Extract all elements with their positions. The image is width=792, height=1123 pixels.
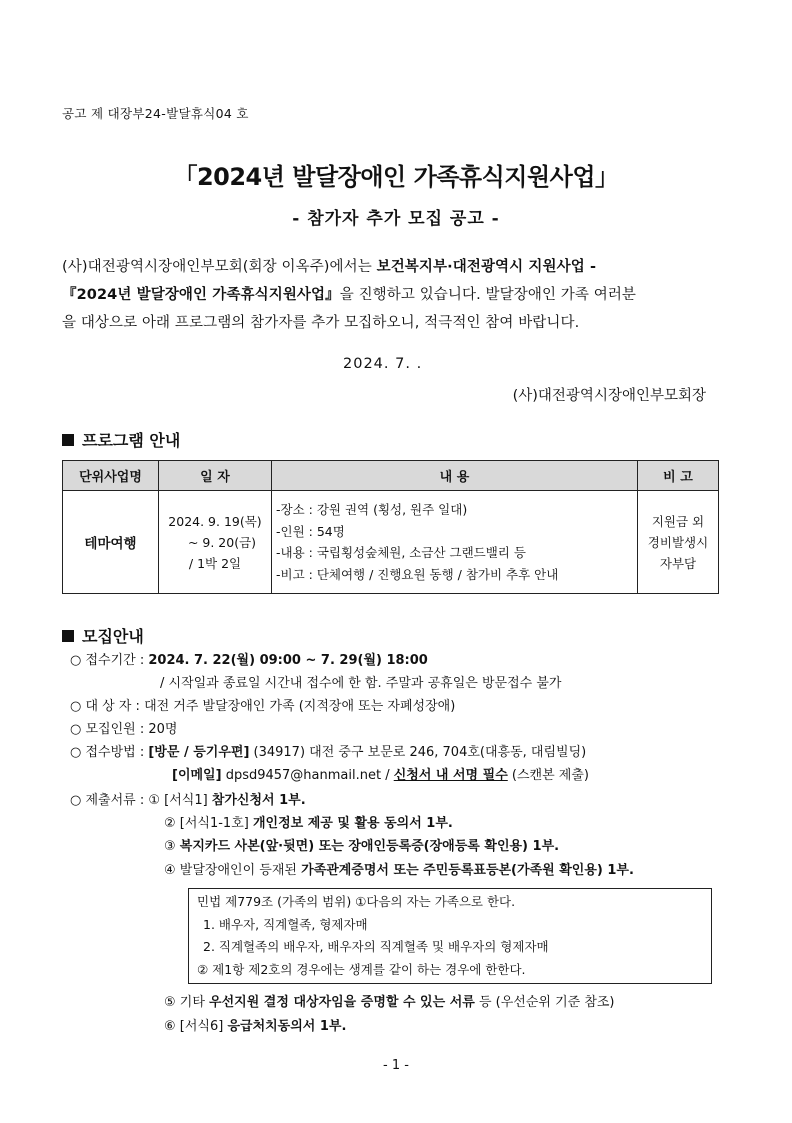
intro-bold: 보건복지부·대전광역시 지원사업 - [376, 259, 597, 275]
doc-prefix: ① [서식1] [148, 793, 212, 808]
civil-law-box [188, 888, 712, 984]
docs-line-2 [164, 813, 453, 835]
header-cell: 내 용 [272, 461, 638, 491]
docs-line-1 [70, 790, 306, 812]
intro-text: 을 대상으로 아래 프로그램의 참가자를 추가 모집하오니, 적극적인 참여 바랍니다. [62, 315, 580, 331]
field-label: ○ 모집인원 : [70, 722, 149, 737]
program-section-heading [62, 428, 180, 451]
program-content [272, 491, 638, 594]
doc-prefix: ④ 발달장애인이 등재된 [164, 863, 302, 878]
period-line [70, 650, 428, 672]
header-cell: 비 고 [638, 461, 719, 491]
field-value-bold: [방문 / 등기우편] [148, 745, 250, 760]
document-title: 「2024년 발달장애인 가족휴식지원사업」 [173, 163, 619, 191]
doc-name: 개인정보 제공 및 활용 동의서 1부. [252, 816, 453, 831]
email-address: dpsd9457@hanmail.net / [221, 768, 394, 783]
civil-law-line: 1. 배우자, 직계혈족, 형제자매 [203, 916, 368, 932]
method-line [70, 742, 586, 764]
intro-paragraph [62, 253, 732, 337]
docs-line-5 [164, 992, 615, 1014]
doc-suffix: 등 (우선순위 기준 참조) [474, 995, 615, 1010]
content-line: -장소 : 강원 권역 (횡성, 원주 일대) [276, 502, 468, 517]
page-number: - 1 - [383, 1058, 409, 1073]
square-bullet-icon [62, 434, 74, 446]
doc-name: 참가신청서 1부. [211, 793, 306, 808]
civil-law-line: 2. 직계혈족의 배우자, 배우자의 직계혈족 및 배우자의 형제자매 [203, 939, 549, 954]
intro-text: (사)대전광역시장애인부모회(회장 이옥주)에서는 [62, 259, 377, 275]
notice-number: 공고 제 대장부24-발달휴식04 호 [62, 106, 249, 121]
field-value: 대전 거주 발달장애인 가족 (지적장애 또는 자폐성장애) [144, 699, 456, 714]
field-value: 20명 [148, 722, 178, 737]
section-title: 모집안내 [82, 627, 144, 646]
table-header-row [63, 461, 719, 491]
recruit-section-heading [62, 624, 144, 647]
note-line: 자부담 [659, 555, 697, 571]
doc-prefix: ⑥ [서식6] [164, 1019, 228, 1034]
period-note: / 시작일과 종료일 시간내 접수에 한 함. 주말과 공휴일은 방문접수 불가 [160, 676, 562, 691]
program-table [62, 460, 719, 594]
organization-name: (사)대전광역시장애인부모회장 [512, 388, 706, 404]
section-title: 프로그램 안내 [82, 431, 181, 450]
doc-name: 복지카드 사본(앞·뒷면) 또는 장애인등록증(장애등록 확인용) 1부. [179, 839, 560, 854]
doc-name: 응급처치동의서 1부. [227, 1019, 347, 1034]
field-value: (스캔본 제출) [507, 768, 589, 783]
doc-name: 우선지원 결정 대상자임을 증명할 수 있는 서류 [209, 995, 475, 1010]
doc-prefix: ⑤ 기타 [164, 995, 210, 1010]
field-label: ○ 대 상 자 : [70, 699, 145, 714]
signature-required: 신청서 내 서명 필수 [393, 768, 508, 783]
program-date [159, 491, 272, 594]
doc-prefix: ③ [164, 839, 180, 854]
square-bullet-icon [62, 630, 74, 642]
docs-line-3 [164, 836, 559, 858]
header-cell: 단위사업명 [63, 461, 159, 491]
civil-law-line: ② 제1항 제2호의 경우에는 생계를 같이 하는 경우에 한한다. [197, 961, 526, 977]
count-line [70, 719, 177, 741]
program-name: 테마여행 [63, 491, 159, 594]
program-note [638, 491, 719, 594]
table-row [63, 491, 719, 594]
date-line: 2024. 9. 19(목) [168, 513, 262, 529]
document-subtitle: - 참가자 추가 모집 공고 - [292, 209, 500, 229]
field-label: ○ 접수방법 : [70, 745, 149, 760]
intro-text: 을 진행하고 있습니다. 발달장애인 가족 여러분 [339, 287, 637, 303]
field-label: ○ 접수기간 : [70, 653, 149, 668]
doc-prefix: ② [서식1-1호] [164, 816, 253, 831]
field-value: 2024. 7. 22(월) 09:00 ~ 7. 29(월) 18:00 [148, 653, 428, 668]
docs-line-6 [164, 1016, 346, 1038]
note-line: 경비발생시 [647, 534, 709, 550]
content-line: -비고 : 단체여행 / 진행요원 동행 / 참가비 추후 안내 [276, 566, 559, 582]
note-line: 지원금 외 [651, 513, 705, 529]
intro-bold: 『2024년 발달장애인 가족휴식지원사업』 [62, 287, 340, 303]
docs-line-4 [164, 860, 634, 882]
field-label: ○ 제출서류 : [70, 793, 149, 808]
header-cell: 일 자 [159, 461, 272, 491]
field-value: (34917) 대전 중구 보문로 246, 704호(대흥동, 대림빌딩) [249, 745, 587, 760]
email-line [172, 765, 589, 787]
doc-name: 가족관계증명서 또는 주민등록표등본(가족원 확인용) 1부. [301, 863, 634, 878]
date-line: / 1박 2일 [188, 555, 242, 571]
target-line [70, 696, 455, 718]
field-value-bold: [이메일] [172, 768, 222, 783]
civil-law-line: 민법 제779조 (가족의 범위) ①다음의 자는 가족으로 한다. [197, 894, 516, 909]
date-line: ~ 9. 20(금) [187, 534, 257, 550]
content-line: -내용 : 국립횡성숲체원, 소금산 그랜드밸리 등 [276, 545, 526, 560]
content-line: -인원 : 54명 [276, 523, 345, 539]
notice-date: 2024. 7. . [343, 356, 423, 372]
